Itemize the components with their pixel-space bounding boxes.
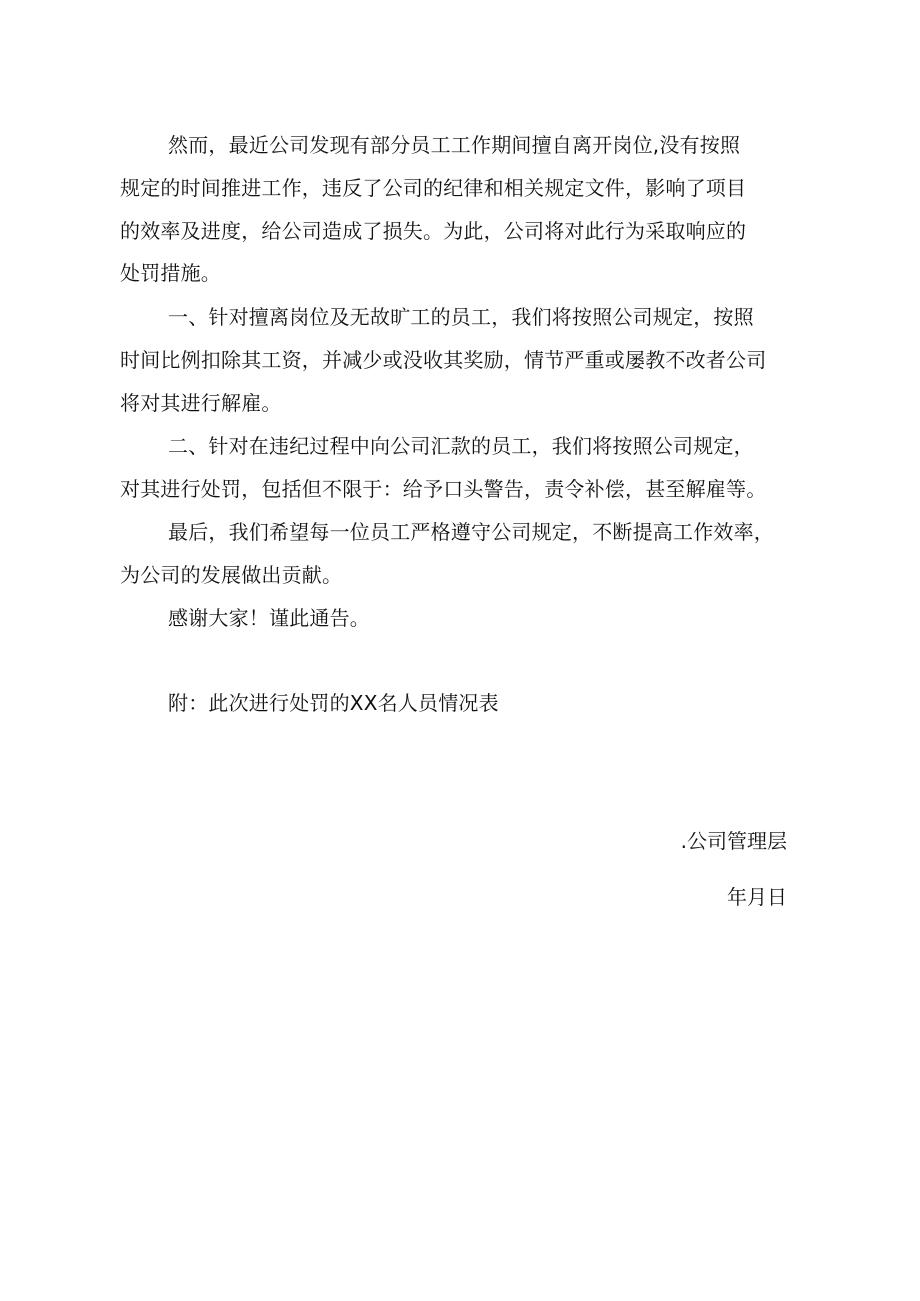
date-line: 年月日 — [727, 885, 787, 909]
paragraph-2-line-2: 时间比例扣除其工资，并减少或没收其奖励，情节严重或屡教不改者公司 — [120, 348, 767, 372]
signature: .公司管理层 — [680, 829, 787, 853]
paragraph-2-line-1: 一、针对擅离岗位及无故旷工的员工，我们将按照公司规定，按照 — [168, 305, 754, 329]
closing-line: 感谢大家！谨此通告。 — [168, 606, 370, 630]
paragraph-4-line-2: 为公司的发展做出贡献。 — [120, 563, 343, 587]
paragraph-1-line-1: 然而，最近公司发现有部分员工工作期间擅自离开岗位,没有按照 — [168, 133, 741, 157]
paragraph-3-line-2: 对其进行处罚，包括但不限于：给予口头警告，责令补偿，甚至解雇等。 — [120, 477, 767, 501]
paragraph-1-line-2: 规定的时间推进工作，违反了公司的纪律和相关规定文件，影响了项目 — [120, 176, 747, 200]
paragraph-2-line-3: 将对其进行解雇。 — [120, 391, 282, 415]
attachment-note: 附：此次进行处罚的XX名人员情况表 — [168, 691, 499, 715]
paragraph-1-line-4: 处罚措施。 — [120, 261, 221, 285]
paragraph-1-line-3: 的效率及进度，给公司造成了损失。为此，公司将对此行为采取响应的 — [120, 219, 747, 243]
paragraph-4-line-1: 最后，我们希望每一位员工严格遵守公司规定，不断提高工作效率， — [168, 520, 774, 544]
paragraph-3-line-1: 二、针对在违纪过程中向公司汇款的员工，我们将按照公司规定， — [168, 434, 754, 458]
